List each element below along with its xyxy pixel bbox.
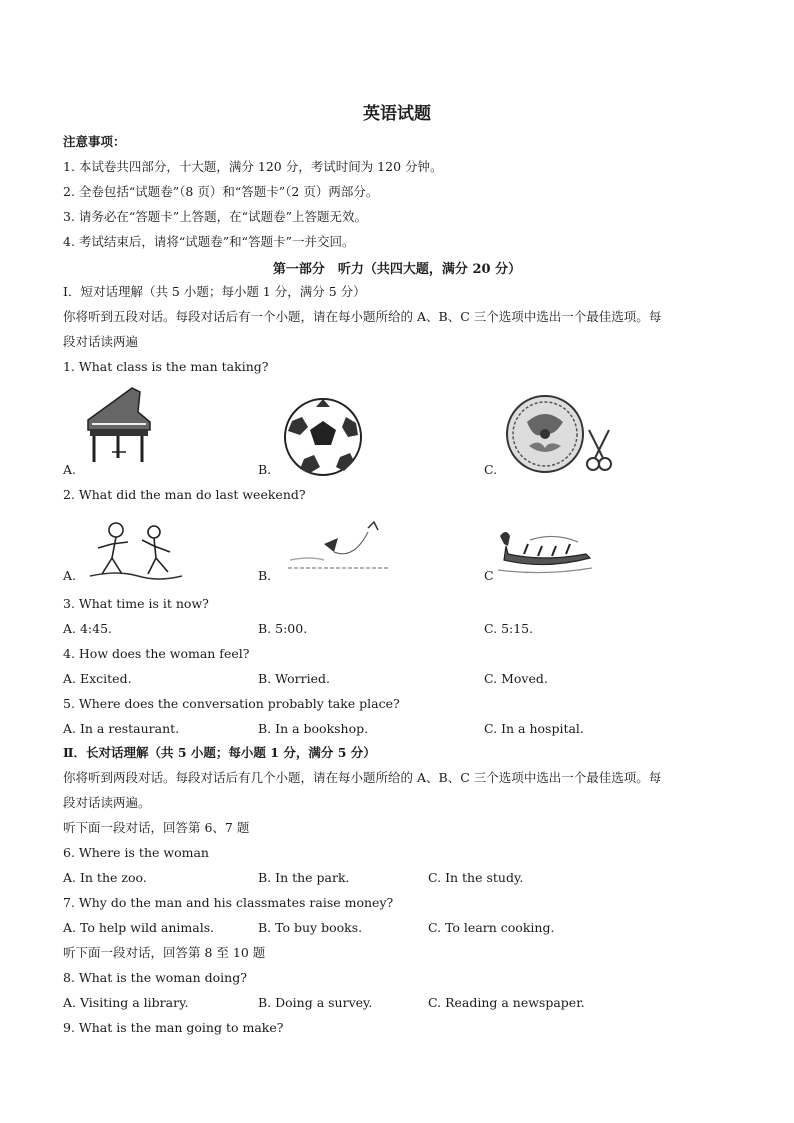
paper-cutting-icon bbox=[505, 392, 617, 482]
note-item: 3. 请务必在“答题卡”上答题，在“试题卷”上答题无效。 bbox=[63, 209, 367, 224]
section1-heading: Ⅰ．短对话理解（共 5 小题；每小题 1 分，满分 5 分） bbox=[63, 284, 366, 299]
option-b[interactable]: B. bbox=[258, 568, 272, 583]
option-a[interactable]: A. In the zoo. bbox=[63, 870, 147, 885]
option-c[interactable]: C bbox=[484, 568, 494, 583]
option-b[interactable]: B. 5:00. bbox=[258, 621, 308, 636]
question-4: 4. How does the woman feel? bbox=[63, 646, 250, 661]
question-6: 6. Where is the woman bbox=[63, 845, 209, 860]
dialog-intro: 听下面一段对话，回答第 6、7 题 bbox=[63, 820, 250, 835]
question-5: 5. Where does the conversation probably take place? bbox=[63, 696, 400, 711]
option-b[interactable]: B. bbox=[258, 462, 272, 477]
dragon-boat-icon bbox=[494, 526, 594, 582]
section2-instruction: 你将听到两段对话。每段对话后有几个小题，请在每小题所给的 A、B、C 三个选项中选出一个最佳选项。每 bbox=[63, 770, 662, 785]
option-b[interactable]: B. To buy books. bbox=[258, 920, 363, 935]
note-item: 4. 考试结束后，请将“试题卷”和“答题卡”一并交回。 bbox=[63, 234, 355, 249]
dialog-intro: 听下面一段对话，回答第 8 至 10 题 bbox=[63, 945, 266, 960]
question-3: 3. What time is it now? bbox=[63, 596, 209, 611]
option-c[interactable]: C. Reading a newspaper. bbox=[428, 995, 585, 1010]
part1-heading: 第一部分 听力（共四大题，满分 20 分） bbox=[272, 262, 522, 277]
option-b[interactable]: B. In the park. bbox=[258, 870, 350, 885]
option-a[interactable]: A. In a restaurant. bbox=[63, 721, 180, 736]
question-8: 8. What is the woman doing? bbox=[63, 970, 247, 985]
option-c[interactable]: C. Moved. bbox=[484, 671, 548, 686]
soccer-ball-icon bbox=[280, 395, 366, 483]
option-b[interactable]: B. Worried. bbox=[258, 671, 330, 686]
option-a[interactable]: A. bbox=[63, 462, 77, 477]
option-a[interactable]: A. To help wild animals. bbox=[63, 920, 215, 935]
option-a[interactable]: A. Visiting a library. bbox=[63, 995, 189, 1010]
note-item: 1. 本试卷共四部分，十大题，满分 120 分，考试时间为 120 分钟。 bbox=[63, 159, 443, 174]
section1-instruction: 段对话读两遍 bbox=[63, 334, 139, 349]
note-item: 2. 全卷包括“试题卷”（8 页）和“答题卡”（2 页）两部分。 bbox=[63, 184, 379, 199]
option-a[interactable]: A. 4:45. bbox=[63, 621, 113, 636]
question-7: 7. Why do the man and his classmates raise money? bbox=[63, 895, 394, 910]
option-b[interactable]: B. Doing a survey. bbox=[258, 995, 373, 1010]
question-9: 9. What is the man going to make? bbox=[63, 1020, 284, 1035]
option-c[interactable]: C. In a hospital. bbox=[484, 721, 584, 736]
notes-heading: 注意事项： bbox=[63, 134, 126, 149]
section1-instruction: 你将听到五段对话。每段对话后有一个小题，请在每小题所给的 A、B、C 三个选项中选出一个最佳选项。每 bbox=[63, 309, 662, 324]
people-activity-icon bbox=[88, 518, 184, 584]
piano-icon bbox=[82, 382, 156, 470]
option-a[interactable]: A. bbox=[63, 568, 77, 583]
option-c[interactable]: C. In the study. bbox=[428, 870, 524, 885]
option-c[interactable]: C. 5:15. bbox=[484, 621, 534, 636]
question-2: 2. What did the man do last weekend? bbox=[63, 487, 306, 502]
option-c[interactable]: C. To learn cooking. bbox=[428, 920, 555, 935]
question-1: 1. What class is the man taking? bbox=[63, 359, 269, 374]
option-b[interactable]: B. In a bookshop. bbox=[258, 721, 369, 736]
section2-heading: Ⅱ．长对话理解（共 5 小题；每小题 1 分，满分 5 分） bbox=[63, 745, 376, 760]
option-c[interactable]: C. bbox=[484, 462, 498, 477]
page-title: 英语试题 bbox=[363, 104, 431, 124]
section2-instruction: 段对话读两遍。 bbox=[63, 795, 151, 810]
kite-flying-icon bbox=[284, 520, 394, 580]
option-a[interactable]: A. Excited. bbox=[63, 671, 132, 686]
